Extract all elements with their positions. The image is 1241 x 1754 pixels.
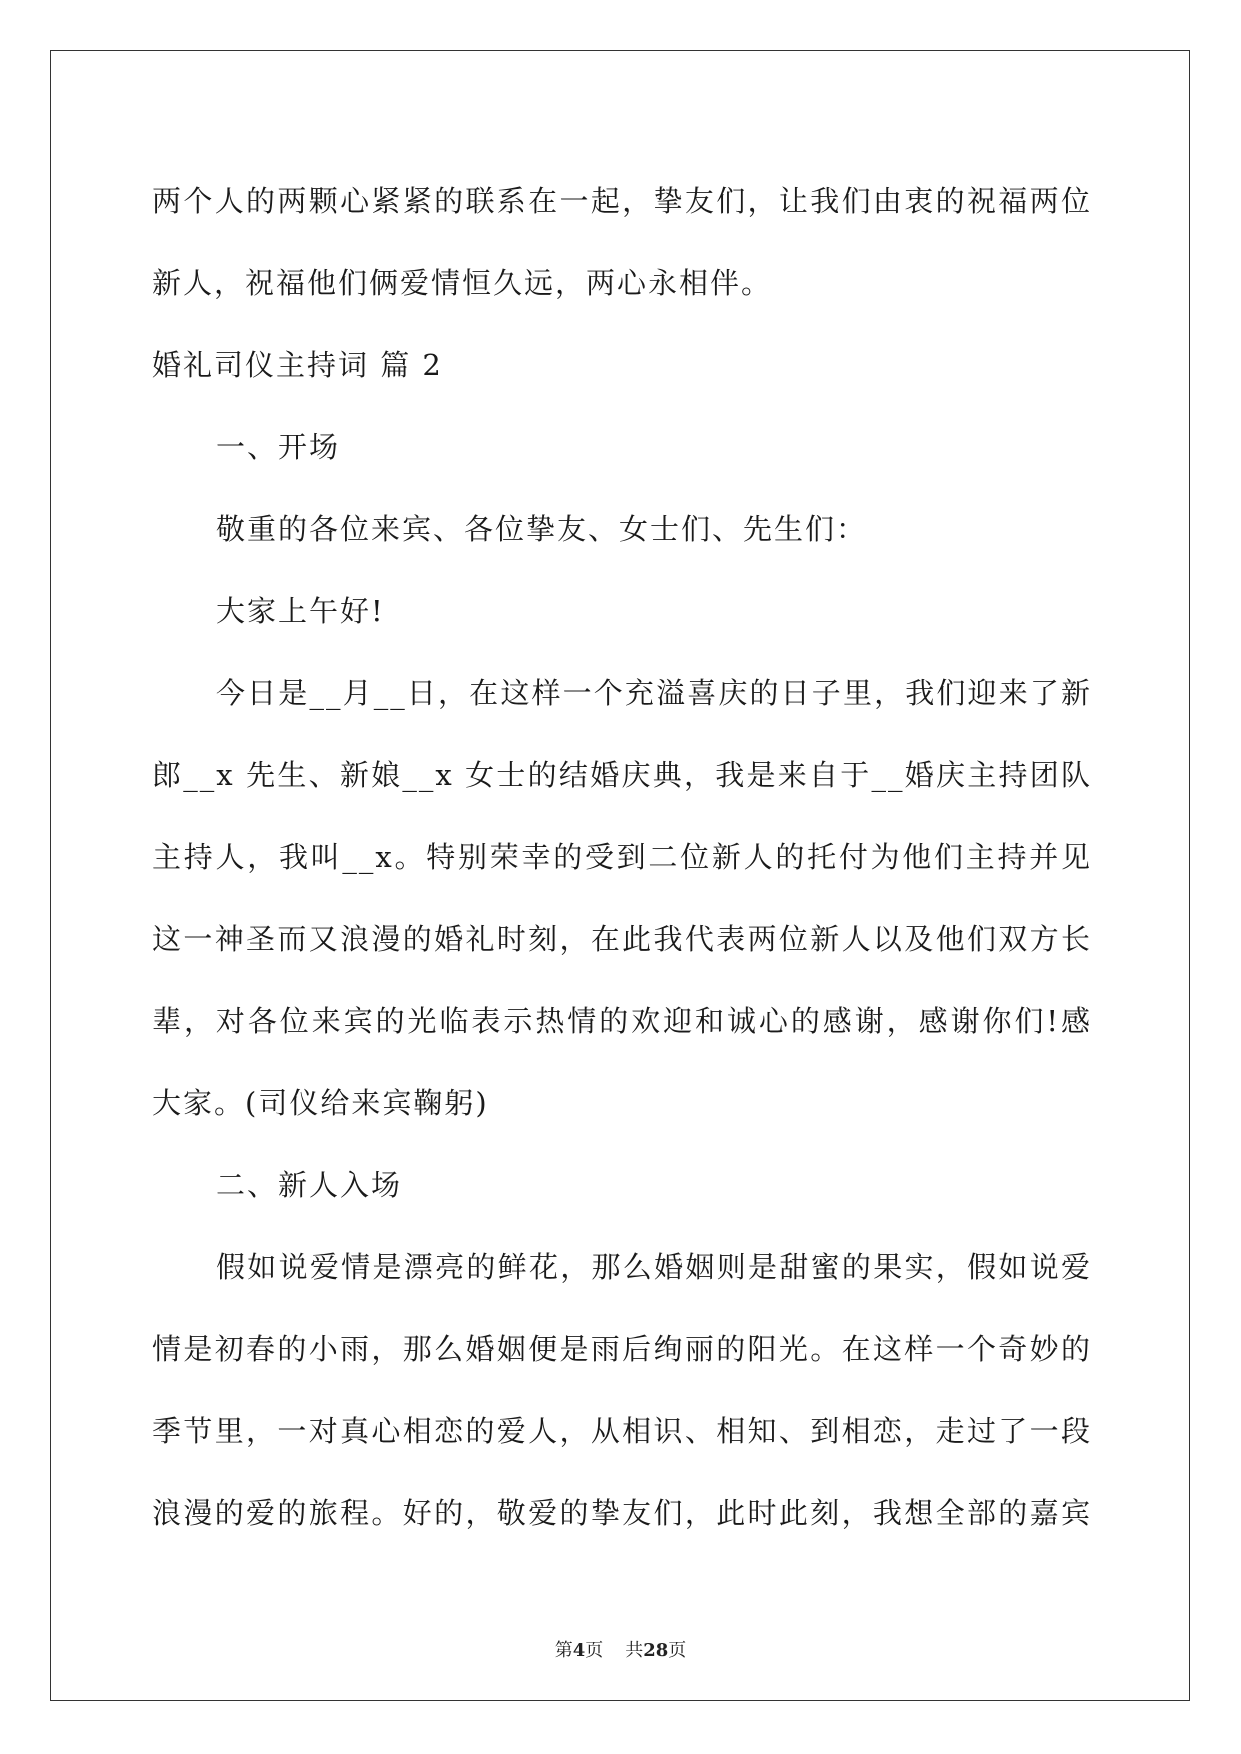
total-pages: 28: [643, 1640, 669, 1661]
paragraph-line: 郎__x 先生、新娘__x 女士的结婚庆典，我是来自于__婚庆主持团队: [152, 758, 1092, 792]
paragraph-line: 大家。(司仪给来宾鞠躬): [152, 1086, 489, 1120]
paragraph-line: 新人，祝福他们俩爱情恒久远，两心永相伴。: [152, 266, 773, 300]
paragraph-line: 敬重的各位来宾、各位挚友、女士们、先生们：: [216, 512, 868, 546]
paragraph-line: 情是初春的小雨，那么婚姻便是雨后绚丽的阳光。在这样一个奇妙的: [152, 1332, 1092, 1366]
paragraph-line: 主持人，我叫__x。特别荣幸的受到二位新人的托付为他们主持并见: [152, 840, 1092, 874]
paragraph-line: 这一神圣而又浪漫的婚礼时刻，在此我代表两位新人以及他们双方长: [152, 922, 1092, 956]
paragraph-line: 今日是__月__日，在这样一个充溢喜庆的日子里，我们迎来了新: [216, 676, 1092, 710]
footer-total-prefix: 共: [625, 1640, 644, 1661]
paragraph-line: 辈，对各位来宾的光临表示热情的欢迎和诚心的感谢，感谢你们!感: [152, 1004, 1092, 1038]
paragraph-line: 季节里，一对真心相恋的爱人，从相识、相知、到相恋，走过了一段: [152, 1414, 1092, 1448]
footer-page-suffix: 页: [585, 1640, 604, 1661]
page-footer: [0, 1636, 1241, 1662]
paragraph-line: 浪漫的爱的旅程。好的，敬爱的挚友们，此时此刻，我想全部的嘉宾: [152, 1496, 1092, 1530]
footer-total-suffix: 页: [668, 1640, 687, 1661]
paragraph-line: 大家上午好!: [216, 594, 385, 628]
paragraph-line: 假如说爱情是漂亮的鲜花，那么婚姻则是甜蜜的果实，假如说爱: [216, 1250, 1092, 1284]
paragraph-line: 两个人的两颗心紧紧的联系在一起，挚友们，让我们由衷的祝福两位: [152, 184, 1092, 218]
section-heading: 婚礼司仪主持词 篇 2: [152, 348, 443, 382]
footer-prefix: 第: [554, 1640, 573, 1661]
subsection-heading: 一、开场: [216, 430, 341, 464]
subsection-heading: 二、新人入场: [216, 1168, 403, 1202]
page-number: 4: [572, 1640, 586, 1661]
document-body: [152, 160, 1092, 1554]
